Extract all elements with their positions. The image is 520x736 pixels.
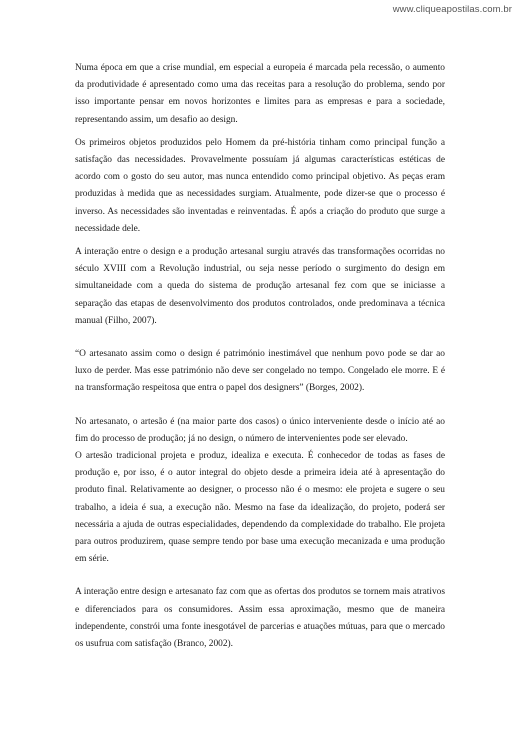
paragraph-traditional-artisan: O artesão tradicional projeta e produz, idealiza e executa. É conhecedor de todas as fases de produção e, por isso, é o autor integral do objeto desde a primeira ideia até à apresentação do produto final. Relativamente ao designer, o processo não é o mesmo: ele projeta e sugere o seu trabalho, a ideia é sua, a execução não. Mesmo na fase da idealização, do projeto, poderá ser necessária a ajuda de outras especialidades, dependendo da complexidade do trabalho. Ele projeta para outros produzirem, quase sempre tendo por base uma execução mecanizada e uma produção em série.: [75, 451, 445, 565]
quote-borges: “O artesanato assim como o design é património inestimável que nenhum povo pode se dar ao luxo de perder. Mas esse património não deve ser congelado no tempo. Congelado ele morre. E é na transformação respeitosa que entra o papel dos designers” (Borges, 2002).: [75, 349, 445, 394]
paragraph-prehistoric-objects: Os primeiros objetos produzidos pelo Homem da pré-história tinham como principal função a satisfação das necessidades. Provavelmente possuíam já algumas características estéticas de acordo com o gosto do seu autor, mas nunca entendido como principal objetivo. As peças eram produzidas à medida que as necessidades surgiam. Atualmente, pode dizer-se que o processo é inverso. As necessidades são inventadas e reinventadas. É após a criação do produto que surge a necessidade dele.: [75, 137, 445, 234]
site-watermark: www.cliqueapostilas.com.br: [392, 4, 512, 15]
paragraph-crisis-productivity: Numa época em que a crise mundial, em especial a europeia é marcada pela recessão, o aumento da produtividade é apresentado como uma das receitas para a resolução do problema, sendo por isso importante pensar em novos horizontes e limites para as empresas e para a sociedade, representando assim, um desafio ao design.: [75, 63, 445, 125]
paragraph-design-artisanship-offerings: A interação entre design e artesanato faz com que as ofertas dos produtos se tornem mais atrativos e diferenciados para os consumidores. Assim essa aproximação, mesmo que de maneira independente, constrói uma fonte inesgotável de parcerias e atuações mútuas, para que o mercado os usufrua com satisfação (Branco, 2002).: [75, 587, 445, 650]
paragraph-artisan-sole-participant: No artesanato, o artesão é (na maior parte dos casos) o único interveniente desde o início até ao fim do processo de produção; já no design, o número de intervenientes pode ser elevado.: [75, 416, 445, 444]
document-body: [75, 60, 445, 653]
paragraph-design-craft-interaction: A interação entre o design e a produção artesanal surgiu através das transformações ocorridas no século XVIII com a Revolução industrial, ou seja nesse período o surgimento do design em simultaneidade com a queda do sistema de produção artesanal fez com que se iniciasse a separação das etapas de desenvolvimento dos produtos controlados, onde predominava a técnica manual (Filho, 2007).: [75, 247, 445, 326]
